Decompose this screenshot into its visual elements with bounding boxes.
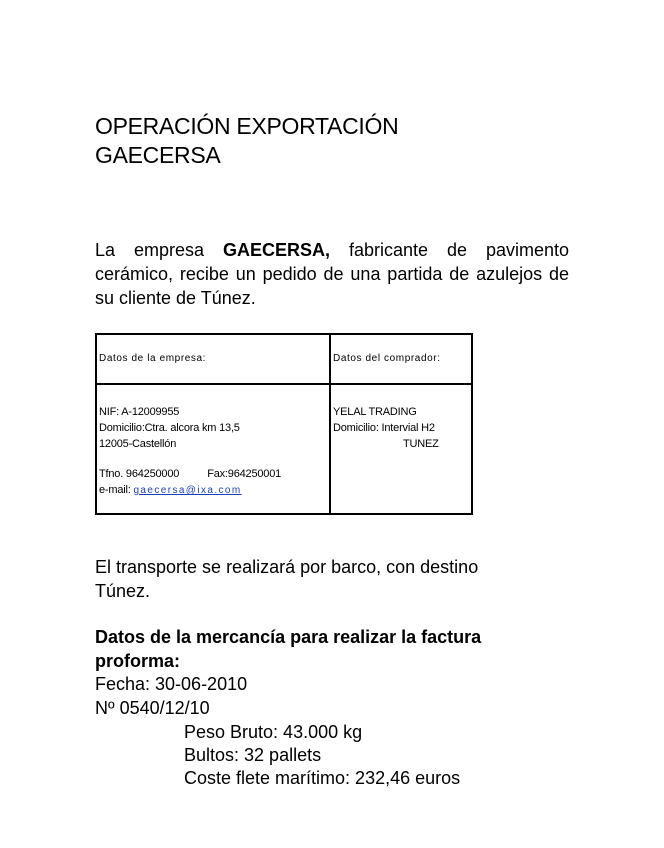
company-phone: Tfno. 964250000 [99,468,180,480]
company-fax: Fax:964250001 [207,468,282,480]
company-nif: NIF: A-12009955 [99,406,180,418]
email-link[interactable]: gaecersa@ixa.com [133,485,242,496]
document-title [95,112,398,170]
goods-number: Nº 0540/12/10 [95,698,210,718]
header-company: Datos de la empresa: [99,353,207,364]
company-buyer-table [95,333,473,515]
intro-after: fabricante de pavimento cerámico, recibe un pedido de una partida de azulejos de su cliente de Túnez. [95,240,569,308]
email-label: e-mail: [99,484,131,496]
goods-gross-weight: Peso Bruto: 43.000 kg [184,722,363,742]
header-company-cell [96,334,330,384]
title-line-2: GAECERSA [95,142,221,168]
intro-paragraph [95,238,569,310]
company-email-line [99,482,329,499]
title-line-1: OPERACIÓN EXPORTACIÓN [95,113,399,139]
goods-packages: Bultos: 32 pallets [184,745,322,765]
company-details-cell [96,384,330,514]
buyer-country: TUNEZ [403,438,439,450]
goods-date: Fecha: 30-06-2010 [95,674,248,694]
buyer-address: Domicilio: Intervial H2 [333,422,435,434]
company-city: 12005-Castellón [99,438,177,450]
company-phone-fax-line [99,466,329,482]
transport-paragraph: El transporte se realizará por barco, con destino Túnez. [95,557,479,601]
intro-before: La empresa [95,240,223,260]
company-address: Domicilio:Ctra. alcora km 13,5 [99,422,240,434]
intro-company: GAECERSA, [222,240,330,260]
buyer-name: YELAL TRADING [333,406,417,418]
header-buyer: Datos del comprador: [333,353,441,364]
goods-title: Datos de la mercancía para realizar la factura proforma: [95,627,482,671]
header-buyer-cell [330,334,472,384]
goods-freight: Coste flete marítimo: 232,46 euros [184,768,461,788]
buyer-details-cell [330,384,472,514]
